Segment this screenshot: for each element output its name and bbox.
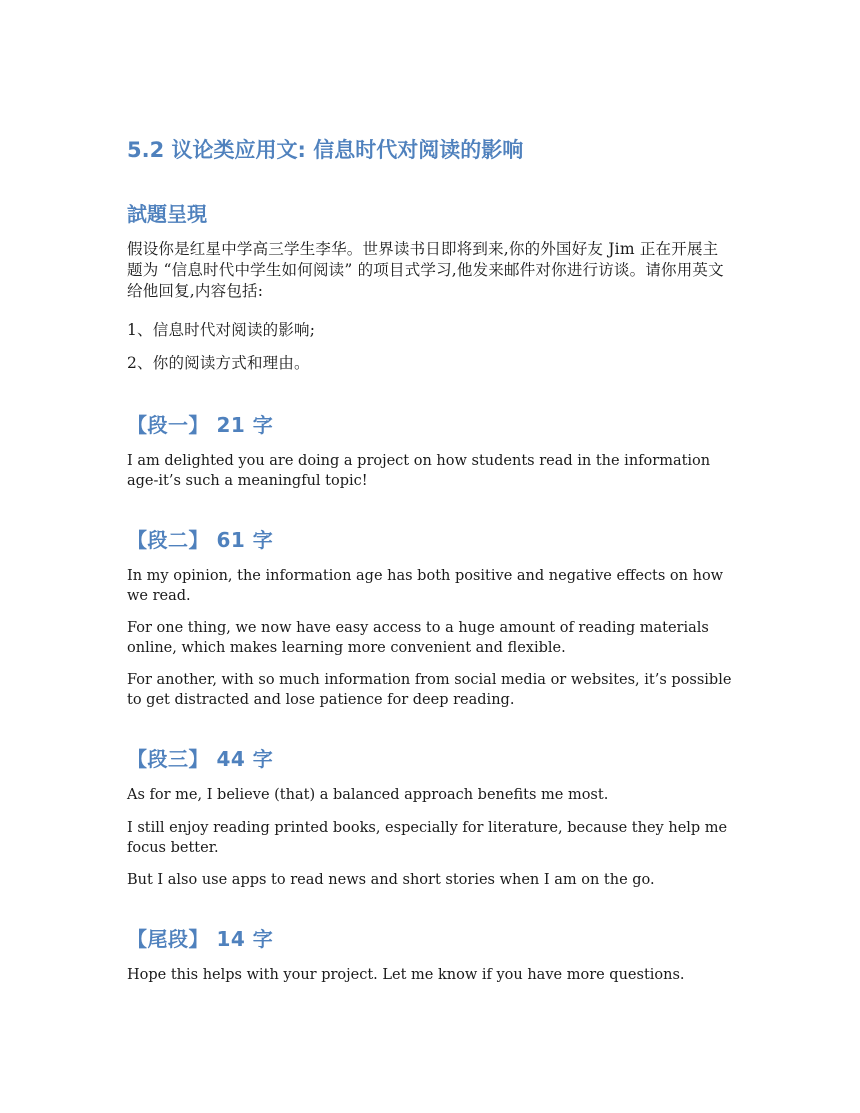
section-3-paragraph-3: But I also use apps to read news and short stories when I am on the go. bbox=[127, 872, 655, 888]
section-1-heading: 【段一】 21 字 bbox=[127, 413, 274, 437]
prompt-point-1: 1、信息时代对阅读的影响; bbox=[127, 321, 316, 339]
section-2-heading: 【段二】 61 字 bbox=[127, 528, 274, 552]
section-2-paragraph-3: For another, with so much information from social media or websites, it’s possible to get distracted and lose patience for deep reading. bbox=[127, 672, 732, 708]
prompt-intro: 假设你是红星中学高三学生李华。世界读书日即将到来,你的外国好友 Jim 正在开展主题为 “信息时代中学生如何阅读” 的项目式学习,他发来邮件对你进行访谈。请你用英文给他回复,内容包括: bbox=[127, 240, 724, 300]
section-3-paragraph-2: I still enjoy reading printed books, especially for literature, because they help me focus better. bbox=[127, 820, 728, 856]
section-2-paragraph-2: For one thing, we now have easy access to a huge amount of reading materials online, which makes learning more convenient and flexible. bbox=[127, 620, 709, 656]
section-3-paragraph-1: As for me, I believe (that) a balanced approach benefits me most. bbox=[127, 787, 609, 803]
section-2-paragraph-1: In my opinion, the information age has both positive and negative effects on how we read. bbox=[127, 568, 724, 604]
section-3-heading: 【段三】 44 字 bbox=[127, 747, 274, 771]
prompt-point-2: 2、你的阅读方式和理由。 bbox=[127, 354, 310, 372]
section-4-paragraph-1: Hope this helps with your project. Let me know if you have more questions. bbox=[127, 967, 685, 983]
document-title: 5.2 议论类应用文: 信息时代对阅读的影响 bbox=[127, 138, 524, 162]
prompt-heading: 試題呈現 bbox=[127, 202, 207, 226]
section-4-heading: 【尾段】 14 字 bbox=[127, 927, 274, 951]
section-1-paragraph-1: I am delighted you are doing a project on how students read in the information age-it’s such a meaningful topic! bbox=[127, 453, 711, 489]
